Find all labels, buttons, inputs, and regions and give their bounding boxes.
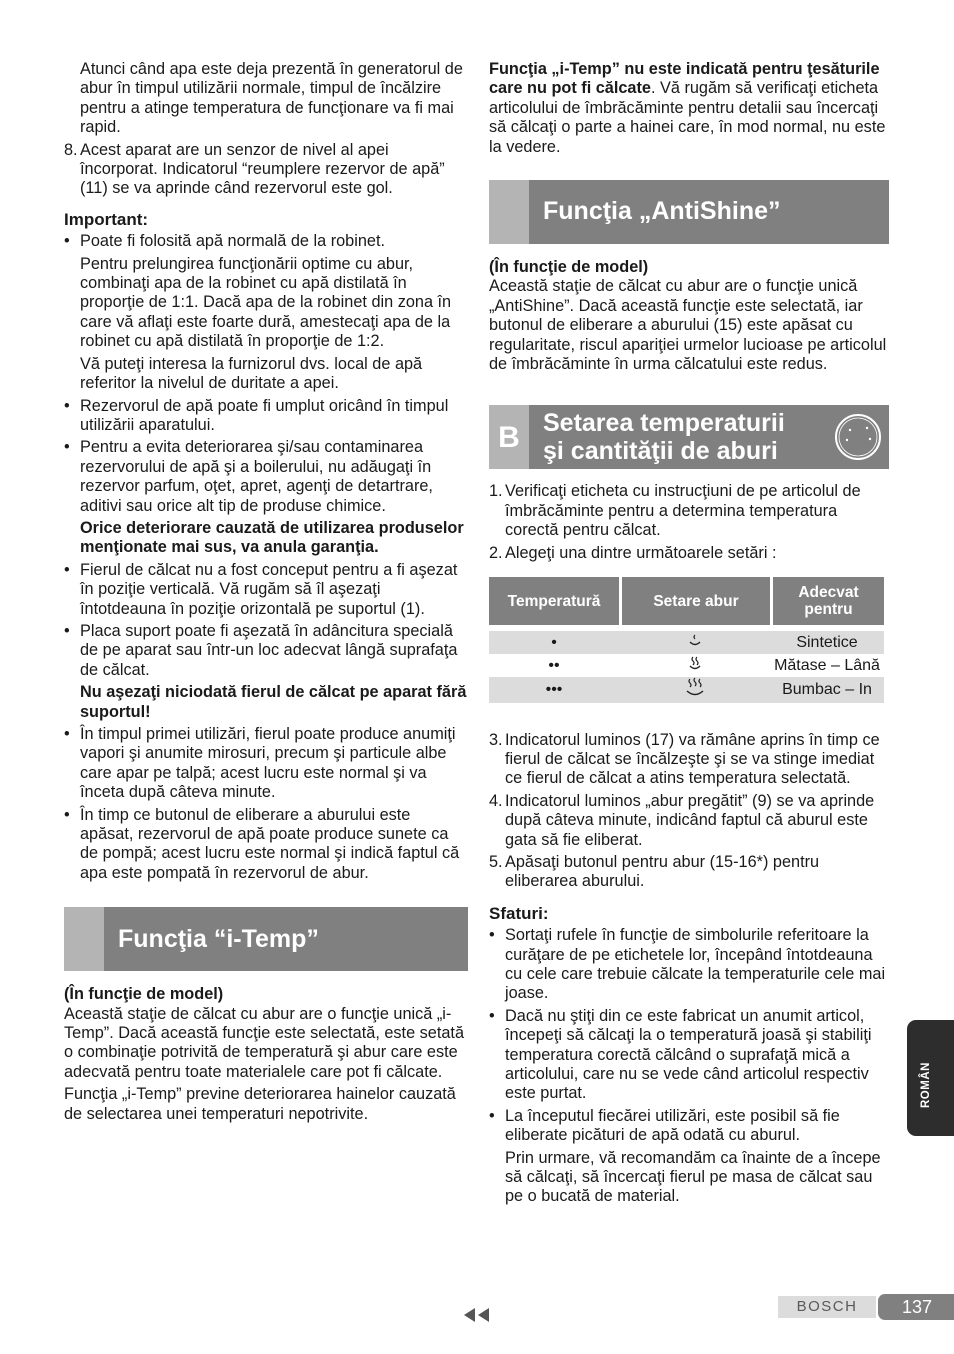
bullet-item	[489, 926, 889, 1004]
left-column	[64, 60, 468, 1124]
bullet-icon: •	[64, 805, 70, 824]
table-header: Temperatură	[489, 577, 619, 625]
list-item-text: Acest aparat are un senzor de nivel al apei încorporat. Indicatorul “reumplere rezervor de apă” (11) se va aprinde când rezervorul este gol.	[80, 140, 445, 198]
temp-dots: ••	[548, 656, 560, 674]
bullet-text: Pentru a evita deteriorarea şi/sau contaminarea rezervorului de apă şi a boilerului, nu adăugaţi în rezervor parfum, oţet, apret, agenţi de detartrare, aditivi sau orice alt tip de produse chimice.	[80, 438, 433, 515]
list-item-text: Verificaţi eticheta cu instrucţiuni de pe articolul de îmbrăcăminte pentru a determina temperatura corectă pentru călcat.	[505, 482, 861, 540]
steam-medium-icon	[619, 654, 770, 677]
steam-low-icon	[619, 631, 770, 654]
table-header: Setare abur	[619, 577, 770, 625]
section-b-title-line: Setarea temperaturii	[543, 409, 785, 438]
bullet-icon: •	[64, 560, 70, 579]
bullet-text: Pentru prelungirea funcţionării optime cu abur, combinaţi apa de la robinet cu apă distilată în proporţie de 1:1. Dacă apa de la robinet din zona în care vă aflaţi este foarte dură, amestecaţi apa de la robinet cu apă distilată în proporţie de 1:2.	[80, 254, 452, 351]
list-number: 5.	[489, 852, 503, 871]
fabric-label: Bumbac – In	[770, 677, 884, 702]
fabric-label: Mătase – Lână	[774, 656, 880, 674]
bullet-icon: •	[64, 438, 70, 457]
list-item-8	[64, 141, 468, 199]
footer-brand: BOSCH	[778, 1296, 876, 1318]
itemp-note-bold: Funcţia „i-Temp” nu este indicată pentru ţesăturile care nu pot fi călcate	[489, 60, 880, 98]
list-number: 8.	[64, 140, 78, 159]
bullet-icon: •	[489, 1106, 495, 1125]
bullet-text: În timp ce butonul de eliberare a aburului este apăsat, rezervorul de apă poate produce sunete ca de pompă; acest lucru este normal şi indică faptul că apa este pompată în rezervorul de abur.	[80, 805, 460, 882]
right-column	[489, 60, 889, 1207]
antishine-section-banner	[489, 180, 889, 244]
list-item-3	[489, 731, 889, 789]
list-number: 4.	[489, 791, 503, 810]
bullet-text: Prin urmare, vă recomandăm ca înainte de a începe să călcaţi, să încercaţi fierul pe masa de călcat sau pe o bucată de material.	[505, 1148, 881, 1206]
list-item-4	[489, 792, 889, 850]
bullet-item	[489, 1007, 889, 1104]
language-side-tab	[907, 1020, 954, 1136]
bullet-text: Vă puteţi interesa la furnizorul dvs. local de apă referitor la nivelul de duritate a apei.	[80, 354, 423, 393]
table-row	[489, 654, 884, 677]
section-letter: B	[489, 405, 529, 469]
list-item-1	[489, 482, 889, 540]
bullet-item	[64, 397, 468, 436]
bullet-icon: •	[489, 926, 495, 945]
list-number: 1.	[489, 482, 503, 501]
page-number: 137	[878, 1294, 954, 1320]
bullet-text: La începutul fiecărei utilizări, este posibil să fie eliberate picături de apă odată cu aburul.	[505, 1106, 840, 1145]
bullet-text: Sortaţi rufele în funcţie de simbolurile referitoare la curăţare de pe etichetele lor, începând întotdeauna cu cele care trebuie călcate la temperaturile cele mai joase.	[505, 926, 886, 1003]
bullet-item	[64, 622, 468, 722]
language-label: ROMÂN	[920, 1062, 932, 1108]
table-row	[489, 631, 884, 654]
list-item-text: Indicatorul luminos „abur pregătit” (9) se va aprinde după câteva minute, indicând faptul că aburul este gata să fie eliberat.	[505, 791, 875, 849]
list-item-text: Indicatorul luminos (17) va rămâne aprins în timp ce fierul de călcat se încălzeşte şi se va stinge imediat ce fierul de călcat a atins temperatura selectată.	[505, 730, 880, 788]
fabric-label: Sintetice	[770, 631, 884, 654]
list-number: 3.	[489, 730, 503, 749]
antishine-model-note: (În funcţie de model)	[489, 258, 649, 277]
bullet-item	[64, 725, 468, 803]
bullet-item	[489, 1107, 889, 1207]
temp-dots: •	[489, 631, 619, 654]
bullet-icon: •	[64, 621, 70, 640]
bullet-icon: •	[64, 232, 70, 251]
bullet-text: Fierul de călcat nu a fost conceput pentru a fi aşezat în poziţie verticală. Vă rugăm să îl aşezaţi întotdeauna în poziţie orizontală pe suportul (1).	[80, 560, 458, 618]
steam-high-icon	[619, 677, 770, 702]
itemp-paragraph: Această staţie de călcat cu abur are o funcţie unică „i-Temp”. Dacă această funcţie este selectată, este setată o combinaţie potrivită de temperatură şi abur care este adecvată pentru toate materialele care pot fi călcate.	[64, 1004, 465, 1081]
table-header: Adecvat pentru	[770, 577, 884, 625]
bullet-text: Placa suport poate fi aşezată în adâncitura specială de pe aparat sau într-un loc adecvat lângă suprafaţa de călcat.	[80, 621, 458, 679]
bullet-text: Rezervorul de apă poate fi umplut oricând în timpul utilizării aparatului.	[80, 396, 449, 434]
bullet-item	[64, 806, 468, 884]
warning-text: Nu aşezaţi niciodată fierul de călcat pe aparat fără suportul!	[80, 683, 467, 721]
bullet-text: Poate fi folosită apă normală de la robinet.	[80, 232, 386, 251]
bullet-text: În timpul primei utilizări, fierul poate produce anumiţi vapori şi anumite mirosuri, precum şi particule albe care apar pe talpă; acest lucru este normal şi va înceta după câteva minute.	[80, 725, 456, 802]
itemp-section-banner	[64, 907, 468, 971]
list-item-5	[489, 853, 889, 892]
section-b-banner	[489, 405, 889, 469]
table-header-row	[489, 577, 884, 625]
itemp-paragraph: Funcţia „i-Temp” previne deteriorarea hainelor cauzată de selectarea unei temperaturi nepotrivite.	[64, 1085, 456, 1123]
bullet-icon: •	[489, 1006, 495, 1025]
itemp-model-note: (În funcţie de model)	[64, 985, 224, 1004]
list-item-2	[489, 544, 889, 563]
warning-text: Orice deteriorare cauzată de utilizarea produselor menţionate mai sus, va anula garanţia.	[80, 518, 464, 557]
table-row	[489, 677, 884, 702]
bullet-icon: •	[64, 725, 70, 743]
bullet-icon: •	[64, 396, 70, 415]
banner-side-block	[64, 907, 104, 971]
important-heading: Important:	[64, 209, 149, 229]
tips-heading: Sfaturi:	[489, 903, 549, 923]
list-item-text: Alegeţi una dintre următoarele setări :	[505, 543, 777, 562]
intro-paragraph: Atunci când apa este deja prezentă în generatorul de abur în timpul utilizării normale, timpul de încălzire pentru a atinge temperatura de funcţionare va fi mai rapid.	[80, 60, 463, 137]
list-number: 2.	[489, 543, 503, 562]
bullet-text: Dacă nu ştiţi din ce este fabricat un anumit articol, începeţi să călcaţi la o temperatură joasă şi stabiliţi temperatura corectă călcând o suprafaţă mică a articolului, care nu se vede când articolul respectiv este purtat.	[505, 1006, 872, 1103]
bullet-item	[64, 561, 468, 619]
banner-side-block	[489, 180, 529, 244]
itemp-note-rest: . Vă rugăm să verificaţi eticheta articolului de îmbrăcăminte pentru detalii sau încercaţi să călcaţi o parte a hainei care, în mod normal, nu este la vedere.	[489, 79, 886, 156]
temperature-dial-icon	[833, 412, 883, 462]
section-b-title-line: şi cantităţii de aburi	[543, 437, 778, 466]
itemp-note	[489, 60, 889, 157]
settings-table	[489, 577, 884, 702]
antishine-title: Funcţia „AntiShine”	[543, 197, 781, 226]
bullet-item	[64, 438, 468, 557]
temp-dots: •••	[489, 677, 619, 702]
bullet-item	[64, 232, 468, 393]
page-back-arrows-icon[interactable]	[463, 1308, 491, 1322]
antishine-paragraph: Această staţie de călcat cu abur are o funcţie unică „AntiShine”. Dacă această funcţie este selectată, iar butonul de eliberare a aburului (15) este apăsat cu regularitate, riscul apariţiei urmelor lucioase pe articolul de îmbrăcăminte în urma călcatului este redus.	[489, 277, 887, 374]
itemp-title: Funcţia “i-Temp”	[118, 924, 319, 953]
list-item-text: Apăsaţi butonul pentru abur (15-16*) pentru eliberarea aburului.	[505, 852, 820, 891]
